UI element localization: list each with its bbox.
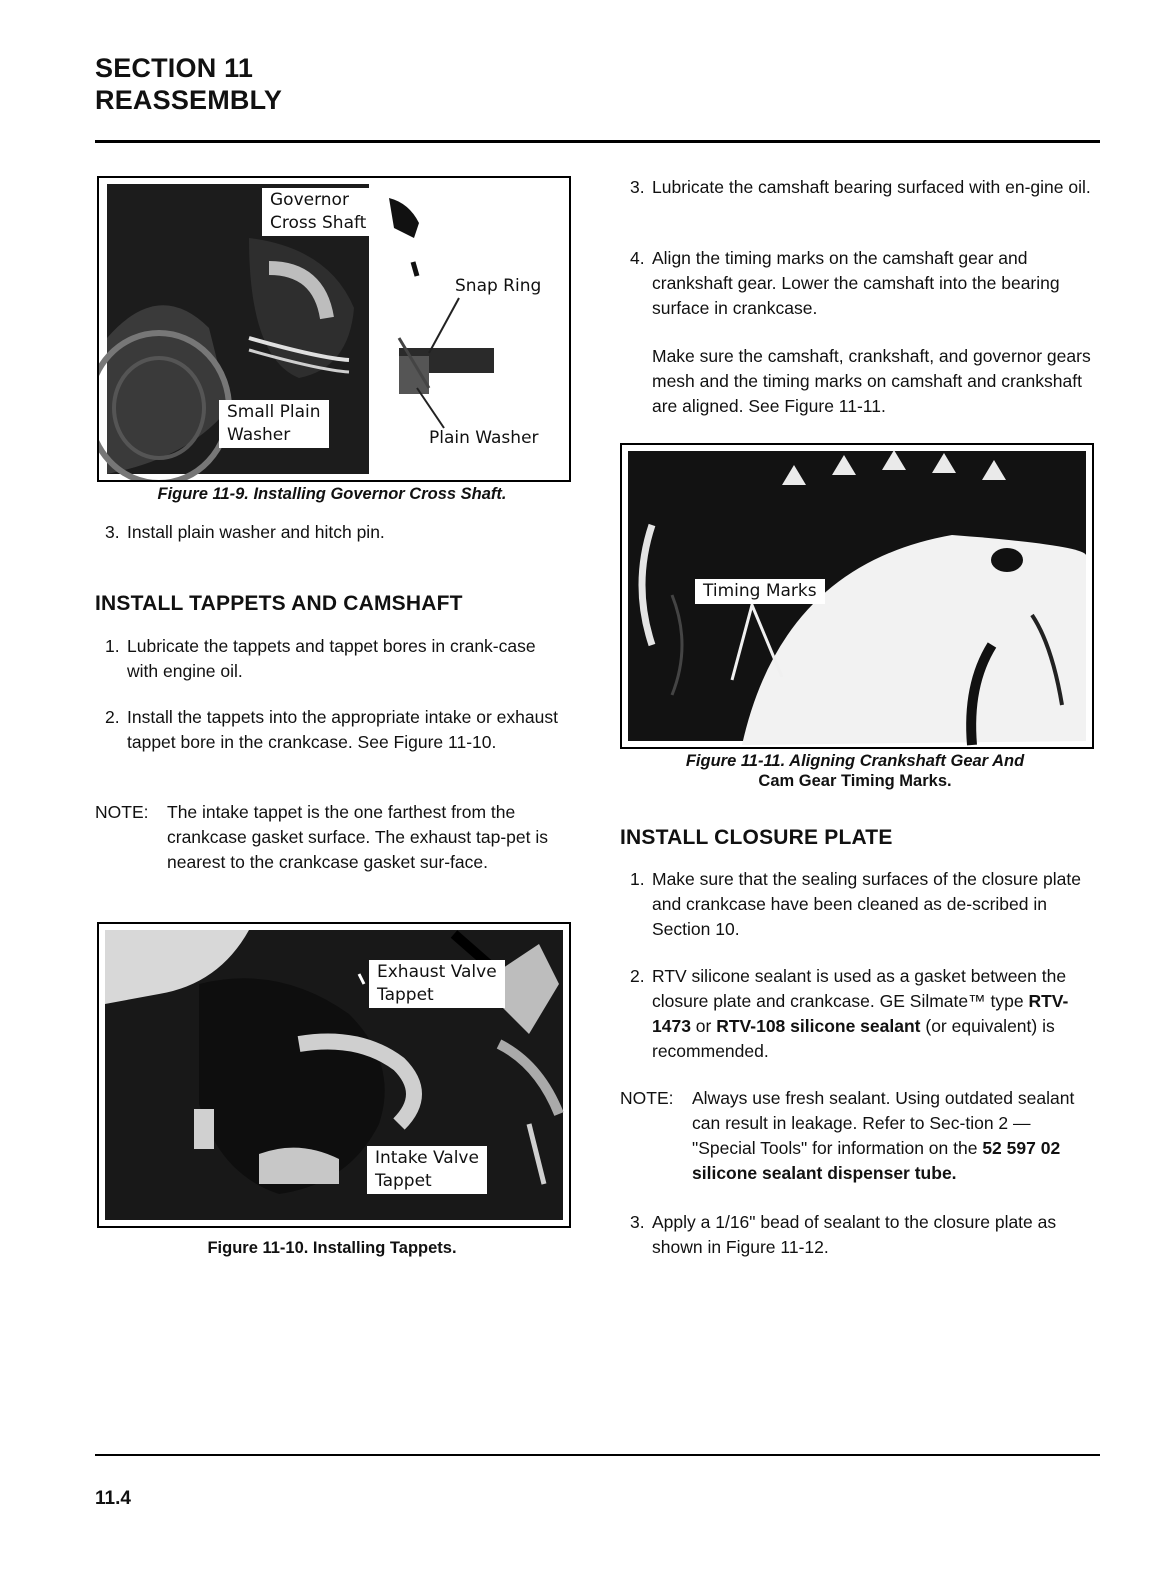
section-title: REASSEMBLY (95, 85, 283, 115)
heading-install-tappets-camshaft: INSTALL TAPPETS AND CAMSHAFT (95, 592, 463, 615)
exhaust-valve-tappet-callout: Exhaust Valve Tappet (369, 960, 505, 1008)
figure-11-9-caption: Figure 11-9. Installing Governor Cross Shaft. (157, 485, 507, 503)
figure-11-10-photo (97, 922, 571, 1228)
tappets-note: NOTE: The intake tappet is the one farthest from the crankcase gasket surface. The exhaust tap-pet is nearest to the crankcase gasket sur-face. (95, 802, 548, 872)
governor-cross-shaft-callout: Governor Cross Shaft (262, 188, 374, 236)
camshaft-step-4-paragraph: Make sure the camshaft, crankshaft, and governor gears mesh and the timing marks on camshaft and crankshaft are aligned. See Figure 11-11. (652, 346, 1091, 416)
header-rule (95, 140, 1100, 143)
intake-valve-tappet-callout: Intake Valve Tappet (367, 1146, 487, 1194)
section-header (95, 52, 282, 116)
footer-rule (95, 1454, 1100, 1456)
closure-note: NOTE: Always use fresh sealant. Using outdated sealant can result in leakage. Refer to Sec-tion 2 — "Special Tools" for information on the 52 597 02 silicone sealant dispenser tube. (620, 1088, 1075, 1183)
closure-step-3: 3. Apply a 1/16" bead of sealant to the closure plate as shown in Figure 11-12. (630, 1212, 1057, 1257)
left-step-3 (105, 520, 560, 545)
tappets-step-1: 1. Lubricate the tappets and tappet bores in crank-case with engine oil. (105, 636, 536, 681)
page-number: 11.4 (95, 1488, 131, 1509)
camshaft-step-4: 4. Align the timing marks on the camshaft gear and crankshaft gear. Lower the camshaft into the bearing surface in crankcase. (630, 248, 1060, 318)
small-plain-washer-callout: Small Plain Washer (219, 400, 329, 448)
heading-install-closure-plate: INSTALL CLOSURE PLATE (620, 826, 893, 849)
closure-step-1: 1. Make sure that the sealing surfaces of the closure plate and crankcase have been cleaned as de-scribed in Section 10. (630, 869, 1081, 939)
figure-11-11-photo (620, 443, 1094, 749)
figure-11-11-caption: Figure 11-11. Aligning Crankshaft Gear And Cam Gear Timing Marks. (685, 752, 1025, 790)
camshaft-step-3: 3. Lubricate the camshaft bearing surfaced with en-gine oil. (630, 177, 1091, 197)
step-text: Install plain washer and hitch pin. (127, 522, 385, 542)
figure-11-9-photo (97, 176, 571, 482)
snap-ring-label: Snap Ring (455, 276, 542, 296)
figure-11-10-caption: Figure 11-10. Installing Tappets. (207, 1239, 457, 1257)
timing-marks-callout: Timing Marks (695, 579, 825, 604)
section-number: SECTION 11 (95, 53, 254, 83)
step-number: 3. (105, 522, 120, 542)
tappets-step-2: 2. Install the tappets into the appropriate intake or exhaust tappet bore in the crankcase. See Figure 11-10. (105, 707, 558, 752)
closure-step-2: 2. RTV silicone sealant is used as a gasket between the closure plate and crankcase. GE Silmate™ type RTV-1473 or RTV-108 silicone sealant (or equivalent) is recommended. (630, 966, 1069, 1061)
plain-washer-label: Plain Washer (429, 428, 539, 448)
timing-marks-illustration (622, 445, 1092, 747)
